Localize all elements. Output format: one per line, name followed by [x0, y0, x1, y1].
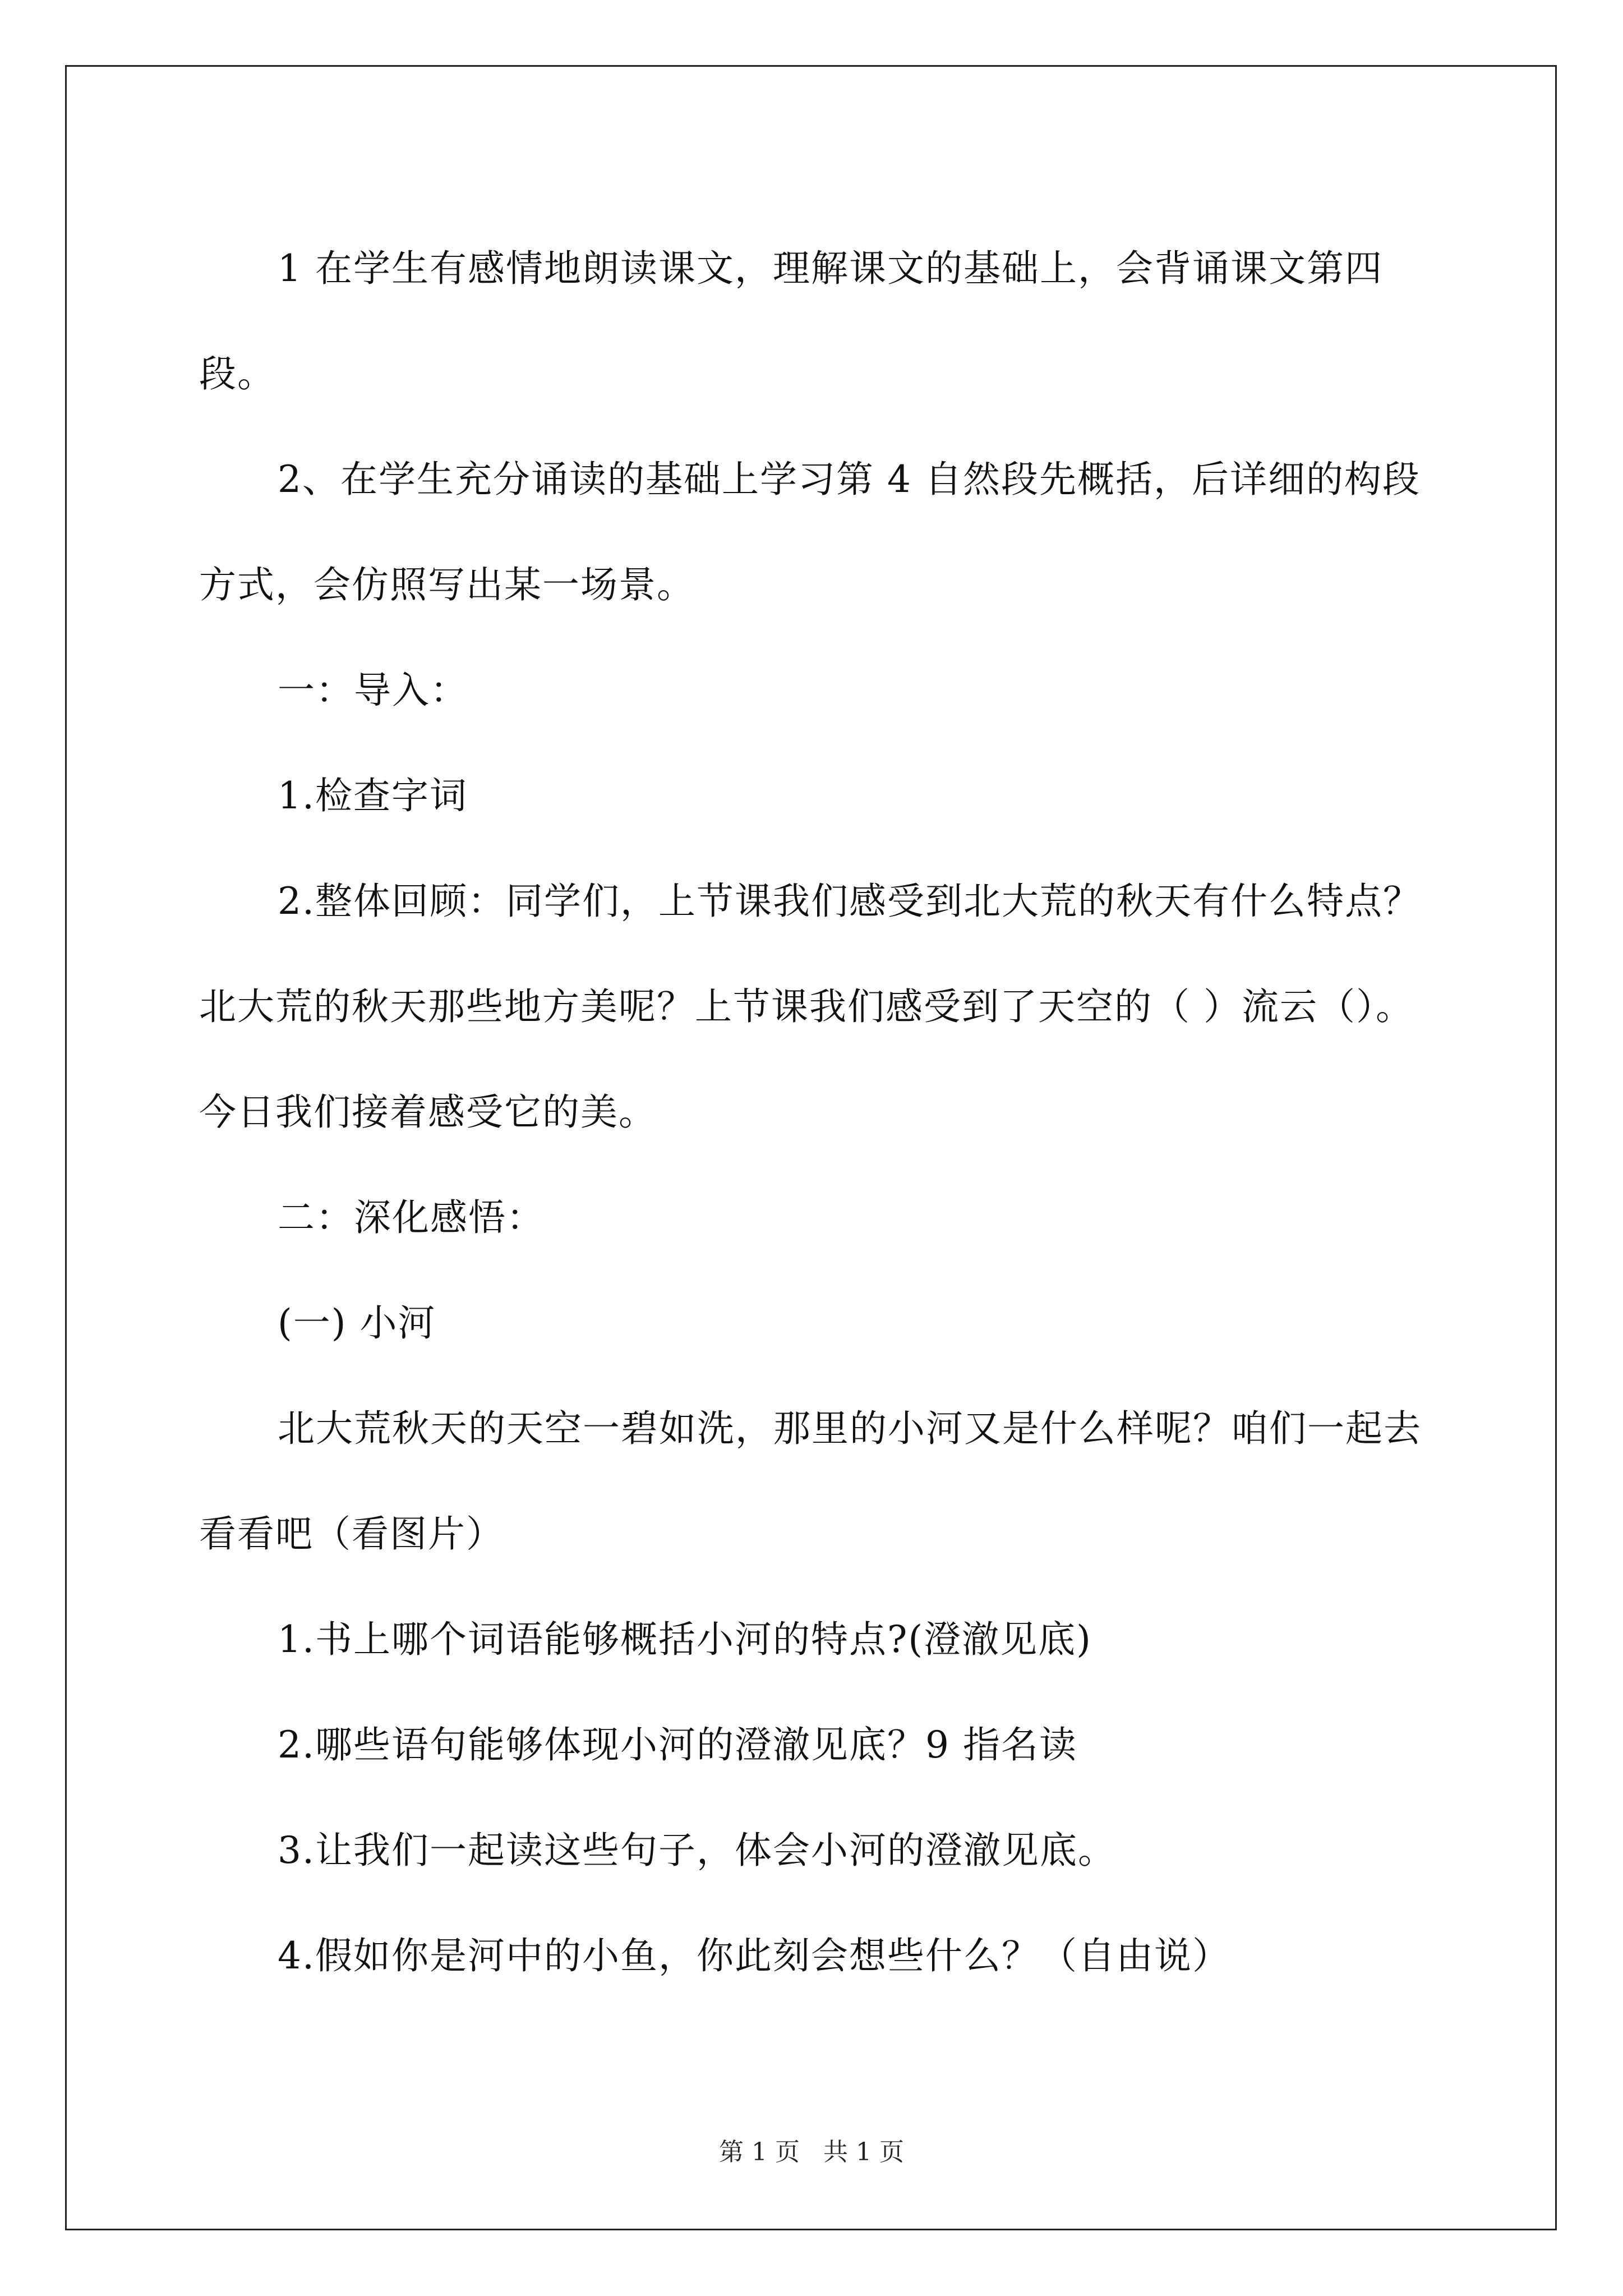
page-number-current: 第 1 页: [719, 2138, 800, 2166]
question-4: 4.假如你是河中的小鱼，你此刻会想些什么？（自由说）: [278, 1934, 1230, 1977]
page-number-total: 共 1 页: [823, 2138, 904, 2166]
section-heading-deepen: 二：深化感悟：: [278, 1196, 545, 1239]
paragraph-river-intro: 北大荒秋天的天空一碧如洗，那里的小河又是什么样呢？咱们一起去看看吧（看图片）: [199, 1407, 1422, 1556]
page-footer: [0, 2132, 1623, 2168]
document-body: [199, 216, 1427, 2009]
question-2: 2.哪些语句能够体现小河的澄澈见底？9 指名读: [278, 1723, 1077, 1766]
paragraph-check-words: 1.检查字词: [278, 774, 468, 817]
paragraph-objective-1: 1 在学生有感情地朗读课文，理解课文的基础上，会背诵课文第四段。: [199, 247, 1383, 395]
question-1: 1.书上哪个词语能够概括小河的特点?(澄澈见底): [278, 1618, 1092, 1661]
section-heading-intro: 一：导入：: [278, 669, 468, 712]
subheading-river: (一) 小河: [278, 1301, 436, 1345]
paragraph-objective-2: 2、在学生充分诵读的基础上学习第 4 自然段先概括，后详细的构段方式，会仿照写出某一场景。: [199, 458, 1421, 606]
question-3: 3.让我们一起读这些句子，体会小河的澄澈见底。: [278, 1829, 1116, 1872]
paragraph-review: 2.整体回顾：同学们，上节课我们感受到北大荒的秋天有什么特点？北大荒的秋天那些地方美呢？上节课我们感受到了天空的（ ）流云（）。今日我们接着感受它的美。: [199, 880, 1421, 1134]
